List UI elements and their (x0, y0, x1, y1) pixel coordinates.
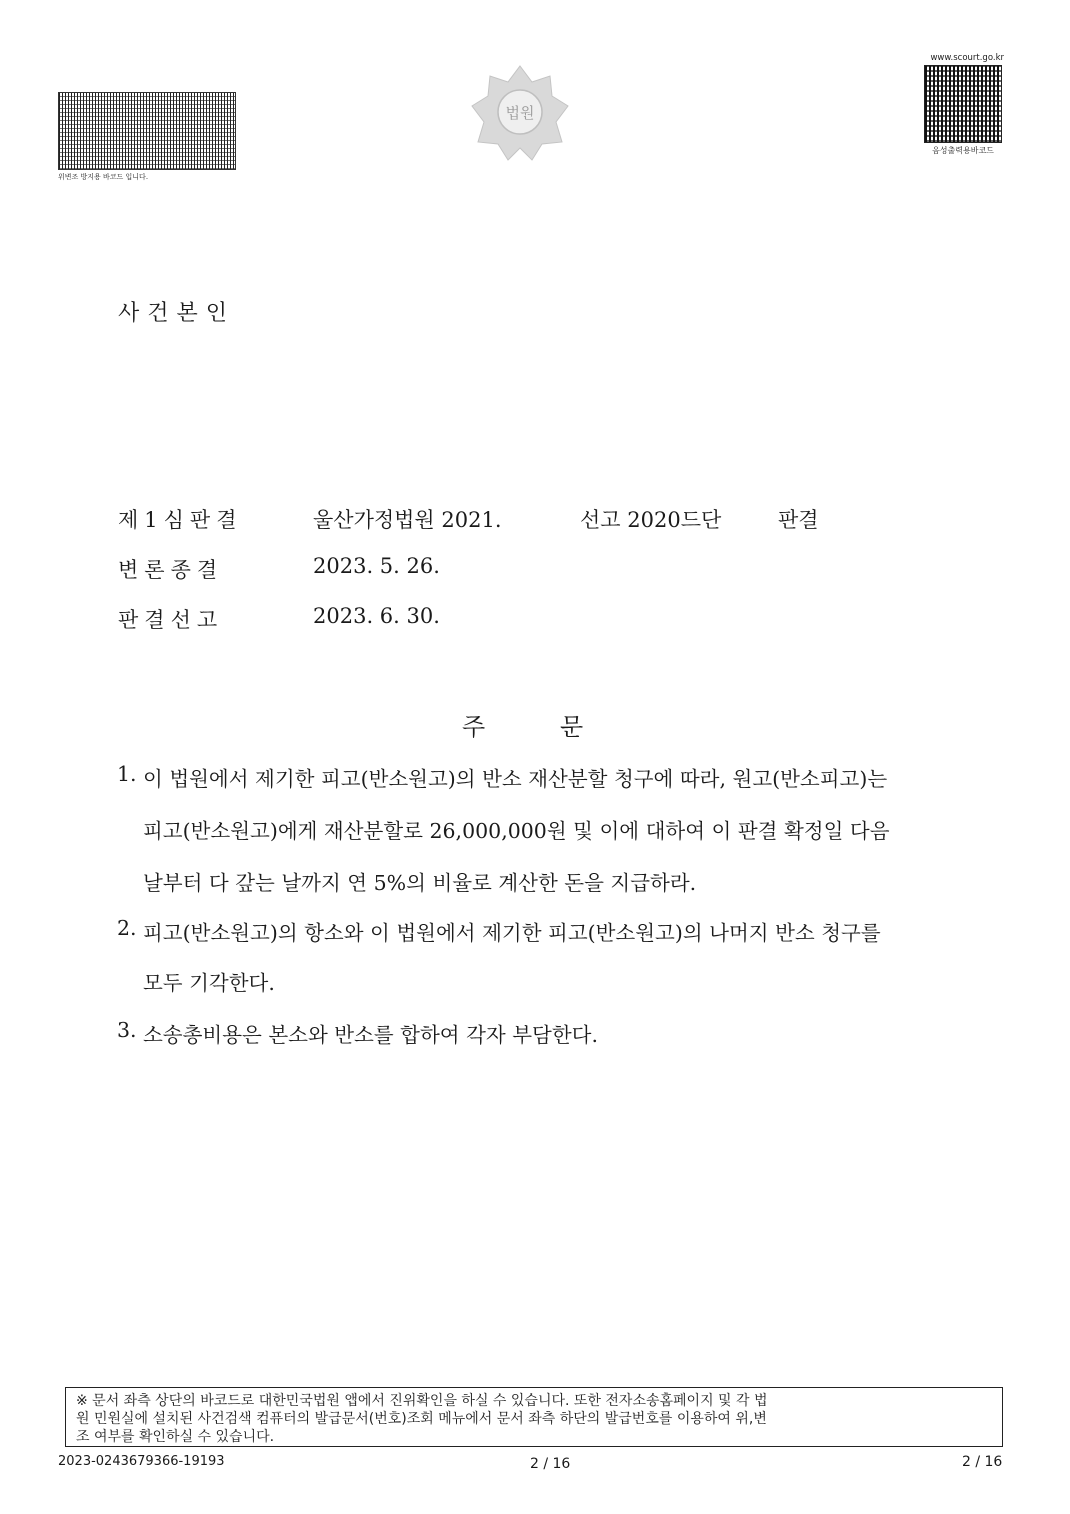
first-instance-court: 울산가정법원 2021. (313, 508, 502, 532)
order-item-number: 1. (117, 762, 137, 786)
order-item-line: 피고(반소원고)에게 재산분할로 26,000,000원 및 이에 대하여 이 판결 확정일 다음 (143, 819, 890, 843)
court-seal-icon (470, 62, 570, 162)
order-item-line: 날부터 다 갚는 날까지 연 5%의 비율로 계산한 돈을 지급하라. (143, 871, 697, 895)
qr-caption: 음성출력용바코드 (932, 146, 994, 155)
first-instance-case: 선고 2020드단 (580, 508, 722, 532)
order-item-line: 피고(반소원고)의 항소와 이 법원에서 제기한 피고(반소원고)의 나머지 반소 청구를 (143, 921, 881, 945)
issue-number: 2023-0243679366-19193 (58, 1454, 225, 1469)
anti-forgery-barcode (58, 92, 236, 170)
closing-date: 2023. 5. 26. (313, 554, 440, 578)
voice-output-qr-code (924, 65, 1002, 143)
notice-line: 조 여부를 확인하실 수 있습니다. (76, 1429, 275, 1445)
case-person-label: 사건본인 (118, 301, 236, 326)
notice-line: 원 민원실에 설치된 사건검색 컴퓨터의 발급문서(번호)조회 메뉴에서 문서 좌측 하단의 발급번호를 이용하여 위,변 (76, 1411, 767, 1427)
order-item-line: 모두 기각한다. (143, 971, 275, 995)
order-item-line: 이 법원에서 제기한 피고(반소원고)의 반소 재산분할 청구에 따라, 원고(반소피고)는 (143, 767, 888, 791)
page-number-center: 2 / 16 (530, 1456, 571, 1472)
pronounce-date: 2023. 6. 30. (313, 604, 440, 628)
seal-text: 법원 (505, 104, 535, 122)
first-instance-suffix: 판결 (778, 508, 819, 532)
order-item-line: 소송총비용은 본소와 반소를 합하여 각자 부담한다. (143, 1023, 598, 1047)
qr-url: www.scourt.go.kr (930, 53, 1004, 63)
order-item-number: 3. (117, 1018, 137, 1042)
page-number-right: 2 / 16 (962, 1454, 1003, 1470)
order-title-part1: 주 (462, 713, 486, 741)
verification-notice-box (65, 1387, 1003, 1447)
notice-line: ※ 문서 좌측 상단의 바코드로 대한민국법원 앱에서 진위확인을 하실 수 있습니다. 또한 전자소송홈페이지 및 각 법 (76, 1393, 768, 1409)
closing-label: 변론종결 (118, 558, 224, 582)
first-instance-label: 제1심판결 (118, 508, 243, 532)
order-item-number: 2. (117, 916, 137, 940)
order-title-part2: 문 (560, 713, 584, 741)
barcode-caption: 위변조 방지용 바코드 입니다. (58, 173, 149, 181)
pronounce-label: 판결선고 (118, 608, 224, 632)
